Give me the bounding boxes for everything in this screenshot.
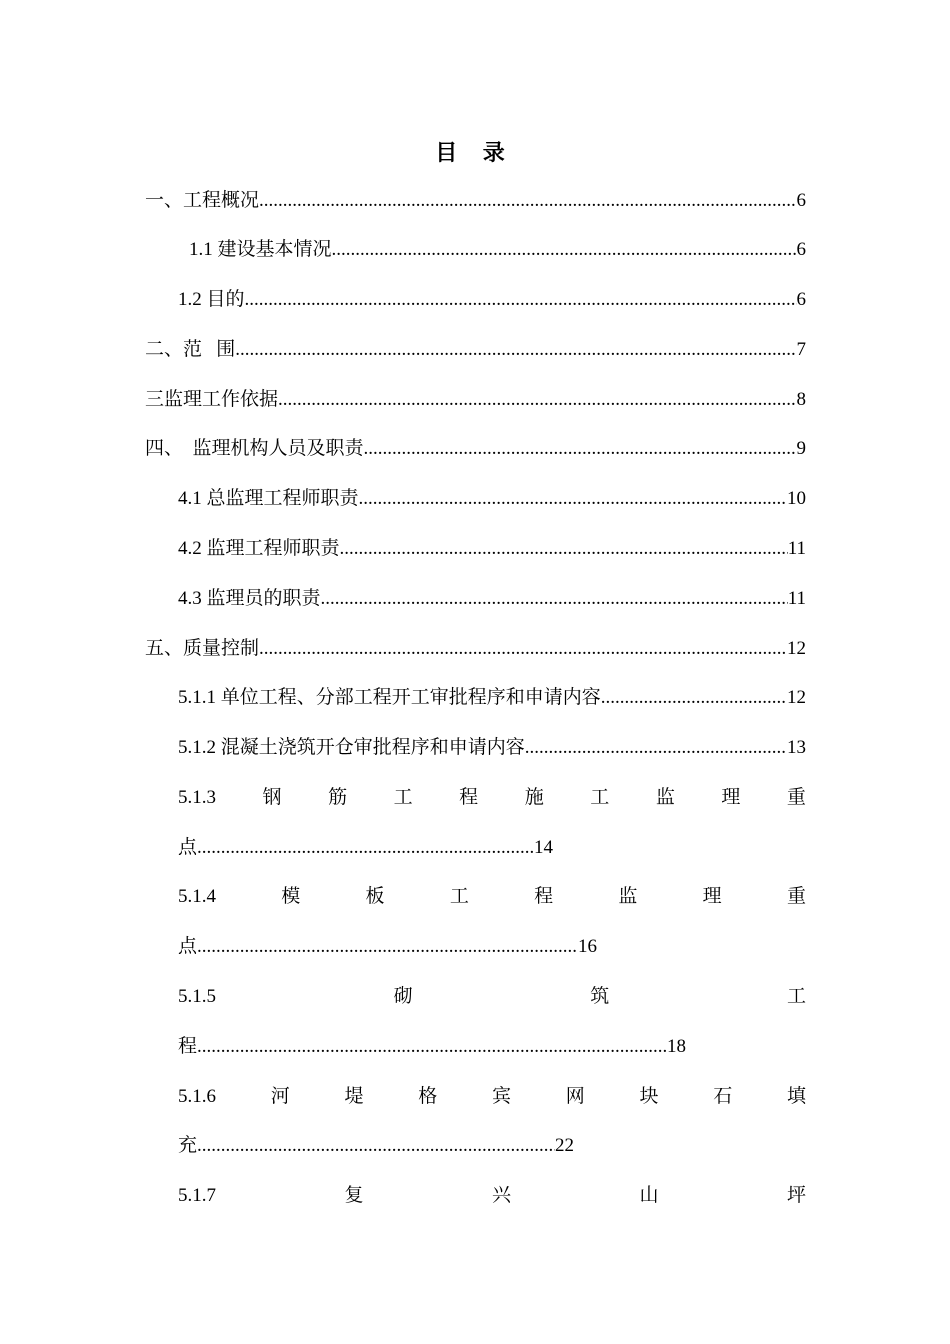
leader-dots: [259, 186, 796, 216]
toc-entry-char: 重: [786, 787, 806, 808]
toc-entry-char: 模: [281, 886, 301, 907]
toc-entry-label: 二、范 围: [145, 339, 236, 360]
toc-entry-page: 8: [796, 389, 806, 410]
leader-dots: [197, 833, 534, 863]
toc-entry-char: 钢: [262, 787, 282, 808]
toc-entry-page: 22: [555, 1135, 575, 1156]
toc-entry-continuation[interactable]: [178, 833, 553, 863]
toc-entry-char: 理: [702, 886, 722, 907]
toc-entry-char: 筋: [328, 787, 348, 808]
toc-entry-page: 18: [667, 1036, 687, 1057]
leader-dots: [278, 385, 796, 415]
toc-entry-number: 5.1.6: [178, 1086, 216, 1107]
toc-entry-page: 14: [534, 837, 554, 858]
toc-entry-page: 13: [787, 737, 806, 758]
toc-entry-page: 16: [578, 936, 598, 957]
leader-dots: [259, 634, 787, 664]
toc-entry-label: 四、 监理机构人员及职责: [145, 438, 364, 459]
toc-entry-page: 6: [796, 239, 806, 260]
toc-entry-char: 山: [639, 1185, 659, 1206]
toc-entry-char: 石: [713, 1086, 733, 1107]
toc-entry[interactable]: [178, 484, 806, 514]
toc-entry-char: 工: [786, 986, 806, 1007]
toc-entry-page: 12: [787, 638, 806, 659]
toc-entry-char: 监: [655, 787, 675, 808]
toc-entry-label: 点: [178, 936, 198, 957]
toc-entry-label: 5.1.2 混凝土浇筑开仓审批程序和申请内容: [178, 737, 525, 758]
leader-dots: [197, 1032, 667, 1062]
toc-entry-char: 监: [618, 886, 638, 907]
toc-entry-continuation[interactable]: [178, 1032, 686, 1062]
toc-title: 目 录: [435, 140, 515, 165]
toc-entry-label: 4.1 总监理工程师职责: [178, 488, 359, 509]
toc-entry-char: 工: [449, 886, 469, 907]
toc-entry-label: 五、质量控制: [145, 638, 260, 659]
toc-entry-number: 5.1.3: [178, 787, 216, 808]
leader-dots: [359, 484, 787, 514]
toc-entry-char: 复: [344, 1185, 364, 1206]
toc-entry-char: 工: [393, 787, 413, 808]
toc-entry-char: 堤: [344, 1086, 364, 1107]
toc-entry-page: 9: [796, 438, 806, 459]
leader-dots: [235, 335, 796, 365]
toc-entry-page: 7: [796, 339, 806, 360]
toc-entry-label: 一、工程概况: [145, 190, 260, 211]
toc-entry-page: 11: [787, 538, 806, 559]
toc-entry-char: 程: [459, 787, 479, 808]
leader-dots: [332, 235, 797, 265]
toc-entry-label: 1.1 建设基本情况: [189, 239, 332, 260]
toc-entry[interactable]: [178, 683, 806, 713]
toc-entry[interactable]: [178, 534, 806, 564]
toc-entry-justified-line[interactable]: [178, 1181, 806, 1211]
toc-entry-char: 程: [534, 886, 554, 907]
toc-entry-char: 格: [418, 1086, 438, 1107]
toc-entry-label: 4.2 监理工程师职责: [178, 538, 340, 559]
toc-entry-justified-line[interactable]: [178, 882, 806, 912]
toc-entry-char: 兴: [491, 1185, 511, 1206]
toc-entry-justified-line[interactable]: [178, 1082, 806, 1112]
leader-dots: [340, 534, 788, 564]
toc-entry-char: 重: [786, 886, 806, 907]
toc-entry-label: 4.3 监理员的职责: [178, 588, 321, 609]
toc-entry-char: 块: [639, 1086, 659, 1107]
toc-entry-char: 坪: [786, 1185, 806, 1206]
toc-entry-number: 5.1.4: [178, 886, 216, 907]
toc-entry-number: 5.1.5: [178, 986, 216, 1007]
toc-entry[interactable]: [145, 186, 806, 216]
toc-entry-page: 11: [787, 588, 806, 609]
toc-entry-label: 5.1.1 单位工程、分部工程开工审批程序和申请内容: [178, 687, 601, 708]
toc-entry-label: 点: [178, 837, 198, 858]
toc-entry-char: 砌: [393, 986, 413, 1007]
toc-entry[interactable]: [145, 434, 806, 464]
toc-entry-justified-line[interactable]: [178, 783, 806, 813]
leader-dots: [197, 932, 578, 962]
leader-dots: [197, 1131, 555, 1161]
leader-dots: [364, 434, 797, 464]
toc-entry[interactable]: [189, 235, 806, 265]
leader-dots: [525, 733, 787, 763]
toc-entry-continuation[interactable]: [178, 932, 597, 962]
toc-entry-char: 筑: [590, 986, 610, 1007]
toc-entry-page: 10: [787, 488, 806, 509]
toc-entry[interactable]: [178, 285, 806, 315]
toc-entry[interactable]: [145, 335, 806, 365]
leader-dots: [601, 683, 787, 713]
leader-dots: [321, 584, 788, 614]
leader-dots: [245, 285, 797, 315]
toc-entry-char: 板: [365, 886, 385, 907]
toc-entry-page: 6: [796, 289, 806, 310]
toc-entry-justified-line[interactable]: [178, 982, 806, 1012]
toc-entry-label: 1.2 目的: [178, 289, 245, 310]
toc-entry-page: 6: [796, 190, 806, 211]
toc-entry[interactable]: [178, 733, 806, 763]
toc-entry-continuation[interactable]: [178, 1131, 574, 1161]
toc-entry-label: 三监理工作依据: [145, 389, 279, 410]
toc-entry-label: 程: [178, 1036, 198, 1057]
toc-entry[interactable]: [178, 584, 806, 614]
toc-entry-number: 5.1.7: [178, 1185, 216, 1206]
toc-entry-char: 理: [721, 787, 741, 808]
toc-entry-char: 填: [786, 1086, 806, 1107]
toc-entry-char: 河: [270, 1086, 290, 1107]
toc-entry[interactable]: [145, 385, 806, 415]
toc-entry-char: 网: [565, 1086, 585, 1107]
toc-entry-label: 充: [178, 1135, 198, 1156]
toc-entry-char: 宾: [491, 1086, 511, 1107]
toc-entry-char: 工: [590, 787, 610, 808]
toc-entry-page: 12: [787, 687, 806, 708]
toc-entry-char: 施: [524, 787, 544, 808]
toc-entry[interactable]: [145, 634, 806, 664]
